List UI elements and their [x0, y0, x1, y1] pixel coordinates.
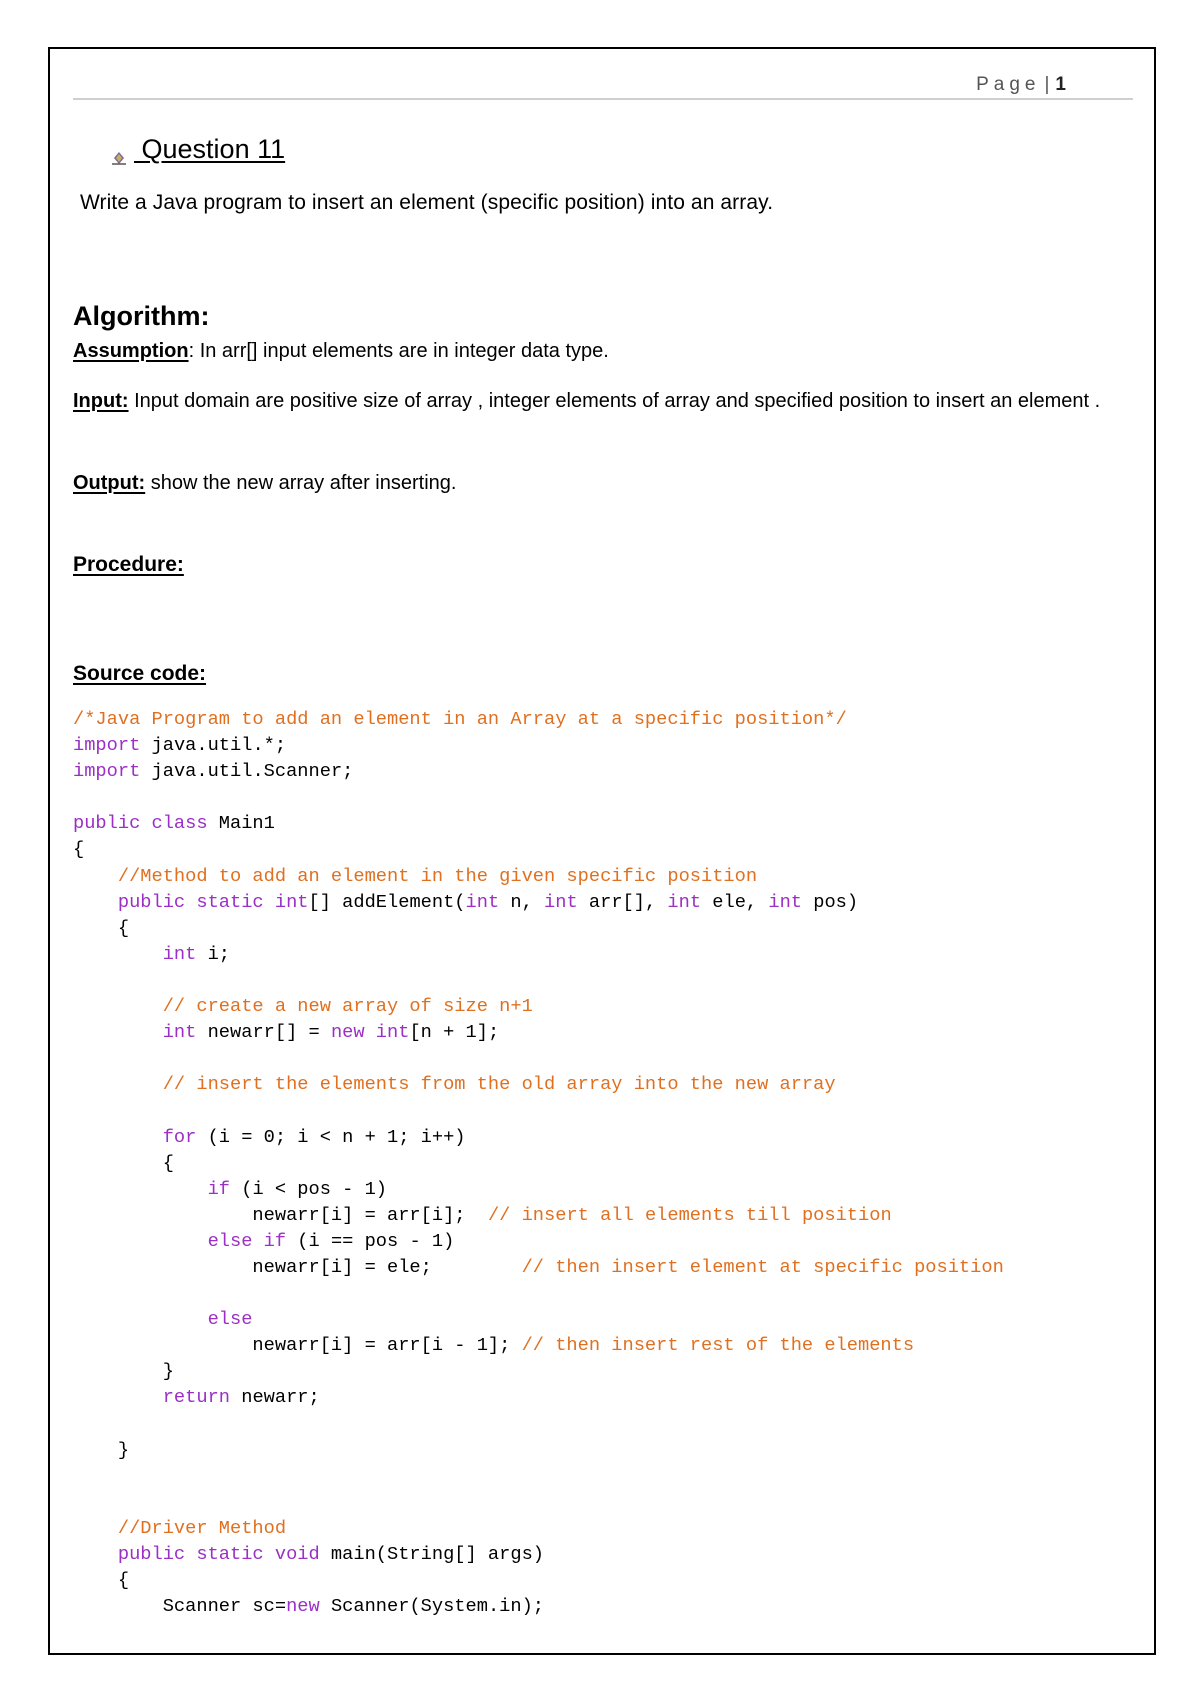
assumption-label: Assumption — [73, 340, 189, 362]
code-comment: // then insert element at specific position — [521, 1255, 1004, 1278]
header-rule — [73, 98, 1133, 100]
code-text — [73, 1543, 118, 1565]
code-keyword: for — [162, 1125, 197, 1148]
code-comment: //Driver Method — [117, 1516, 287, 1539]
code-text: n, — [499, 890, 545, 913]
code-line — [73, 1567, 1004, 1593]
question-prompt: Write a Java program to insert an element (specific position) into an array. — [80, 191, 774, 214]
code-text — [73, 1386, 163, 1408]
code-text: (i == pos - 1) — [286, 1229, 455, 1252]
input-label: Input: — [73, 390, 129, 412]
code-line — [73, 1358, 1004, 1384]
code-keyword: new int — [330, 1021, 410, 1044]
code-line — [73, 941, 1004, 967]
code-text — [73, 1021, 163, 1043]
question-heading — [110, 134, 285, 165]
code-line — [73, 1176, 1004, 1202]
code-comment: //Method to add an element in the given specific position — [117, 864, 758, 887]
code-line — [73, 1124, 1004, 1150]
code-text — [73, 865, 118, 887]
code-line — [73, 1306, 1004, 1332]
code-keyword: int — [667, 890, 702, 913]
code-text — [73, 1517, 118, 1539]
code-text: [] addElement( — [308, 890, 466, 913]
algorithm-heading: Algorithm: — [73, 301, 210, 331]
code-text: java.util.*; — [140, 734, 287, 757]
code-text: [n + 1]; — [409, 1021, 500, 1044]
code-keyword: int — [162, 1021, 197, 1044]
code-keyword: int — [162, 942, 197, 965]
code-text: pos) — [802, 890, 859, 913]
code-text: java.util.Scanner; — [140, 760, 354, 783]
page-separator: | — [1044, 74, 1050, 95]
code-text: newarr[i] = ele; — [73, 1255, 522, 1278]
code-line — [73, 1463, 1004, 1489]
code-text: { — [73, 1569, 130, 1592]
code-text — [73, 891, 118, 913]
code-text — [73, 1126, 163, 1148]
code-line — [73, 1489, 1004, 1515]
code-comment: /*Java Program to add an element in an Array at a specific position*/ — [73, 708, 847, 730]
code-text: i; — [196, 942, 231, 965]
source-code-block — [73, 706, 1004, 1619]
source-code-heading: Source code: — [73, 662, 207, 685]
code-text: } — [73, 1360, 174, 1383]
code-text: Scanner(System.in); — [319, 1595, 545, 1618]
code-line — [73, 863, 1004, 889]
assumption-paragraph: Assumption: In arr[] input elements are in integer data type. — [73, 340, 609, 362]
code-line — [73, 706, 1004, 732]
code-text — [73, 943, 163, 965]
code-line — [73, 1228, 1004, 1254]
code-keyword: else — [207, 1308, 253, 1331]
code-comment: // insert the elements from the old array into the new array — [162, 1073, 836, 1096]
code-text — [73, 1073, 163, 1095]
code-keyword: if — [207, 1177, 231, 1200]
code-line — [73, 1332, 1004, 1358]
code-text: { — [73, 838, 85, 861]
code-text: newarr[i] = arr[i - 1]; — [73, 1334, 522, 1357]
code-line — [73, 1097, 1004, 1123]
code-line — [73, 1202, 1004, 1228]
code-text: (i = 0; i < n + 1; i++) — [196, 1125, 466, 1148]
code-comment: // insert all elements till position — [487, 1203, 892, 1226]
assumption-text: In arr[] input elements are in integer data type. — [199, 340, 609, 362]
code-line — [73, 915, 1004, 941]
code-keyword: return — [162, 1386, 231, 1409]
input-paragraph — [73, 385, 1123, 418]
code-line — [73, 1019, 1004, 1045]
code-line — [73, 1541, 1004, 1567]
code-text: main(String[] args) — [319, 1543, 545, 1565]
diamond-bullet-icon — [110, 143, 128, 161]
code-text — [73, 1308, 208, 1330]
code-keyword: public static int — [117, 890, 309, 913]
code-line — [73, 732, 1004, 758]
page-number-header — [976, 74, 1066, 96]
output-paragraph — [73, 467, 1123, 500]
code-line — [73, 1071, 1004, 1097]
code-line — [73, 1593, 1004, 1619]
code-keyword: public class — [73, 812, 208, 835]
code-keyword: else if — [207, 1229, 287, 1252]
code-keyword: import — [73, 760, 141, 783]
code-text: newarr[i] = arr[i]; — [73, 1203, 488, 1226]
code-keyword: int — [465, 890, 500, 913]
code-keyword: int — [768, 890, 803, 913]
code-line — [73, 784, 1004, 810]
code-text: (i < pos - 1) — [230, 1177, 388, 1200]
question-title: Question 11 — [141, 134, 286, 164]
code-text: } — [73, 1438, 130, 1461]
code-line — [73, 1411, 1004, 1437]
code-text — [73, 1230, 208, 1252]
code-text: Scanner sc= — [73, 1595, 287, 1618]
code-line — [73, 810, 1004, 836]
code-keyword: import — [73, 734, 141, 757]
code-line — [73, 1437, 1004, 1463]
code-text: newarr; — [230, 1386, 320, 1409]
code-keyword: int — [544, 890, 578, 913]
code-keyword: new — [286, 1595, 320, 1618]
procedure-heading: Procedure: — [73, 553, 184, 576]
code-text: Main1 — [207, 812, 275, 835]
code-line — [73, 967, 1004, 993]
code-text: newarr[] = — [196, 1021, 331, 1044]
code-line — [73, 993, 1004, 1019]
code-text — [73, 1178, 208, 1200]
code-text — [73, 995, 163, 1017]
page-label: Page — [976, 74, 1041, 95]
code-comment: // then insert rest of the elements — [521, 1334, 915, 1357]
input-text: Input domain are positive size of array , integer elements of array and specified position to insert an element . — [134, 390, 1101, 412]
code-line — [73, 1280, 1004, 1306]
code-line — [73, 758, 1004, 784]
code-line — [73, 1384, 1004, 1410]
code-text: { — [73, 1151, 174, 1174]
code-comment: // create a new array of size n+1 — [162, 995, 533, 1018]
code-line — [73, 1254, 1004, 1280]
output-label: Output: — [73, 472, 146, 494]
code-line — [73, 836, 1004, 862]
code-line — [73, 1045, 1004, 1071]
code-line — [73, 1150, 1004, 1176]
code-line — [73, 889, 1004, 915]
code-text: arr[], — [577, 890, 668, 913]
code-keyword: public static void — [117, 1543, 320, 1565]
page-number: 1 — [1055, 74, 1066, 95]
code-text: { — [73, 916, 130, 939]
code-line — [73, 1515, 1004, 1541]
code-text: ele, — [701, 890, 769, 913]
output-text: show the new array after inserting. — [150, 472, 457, 494]
